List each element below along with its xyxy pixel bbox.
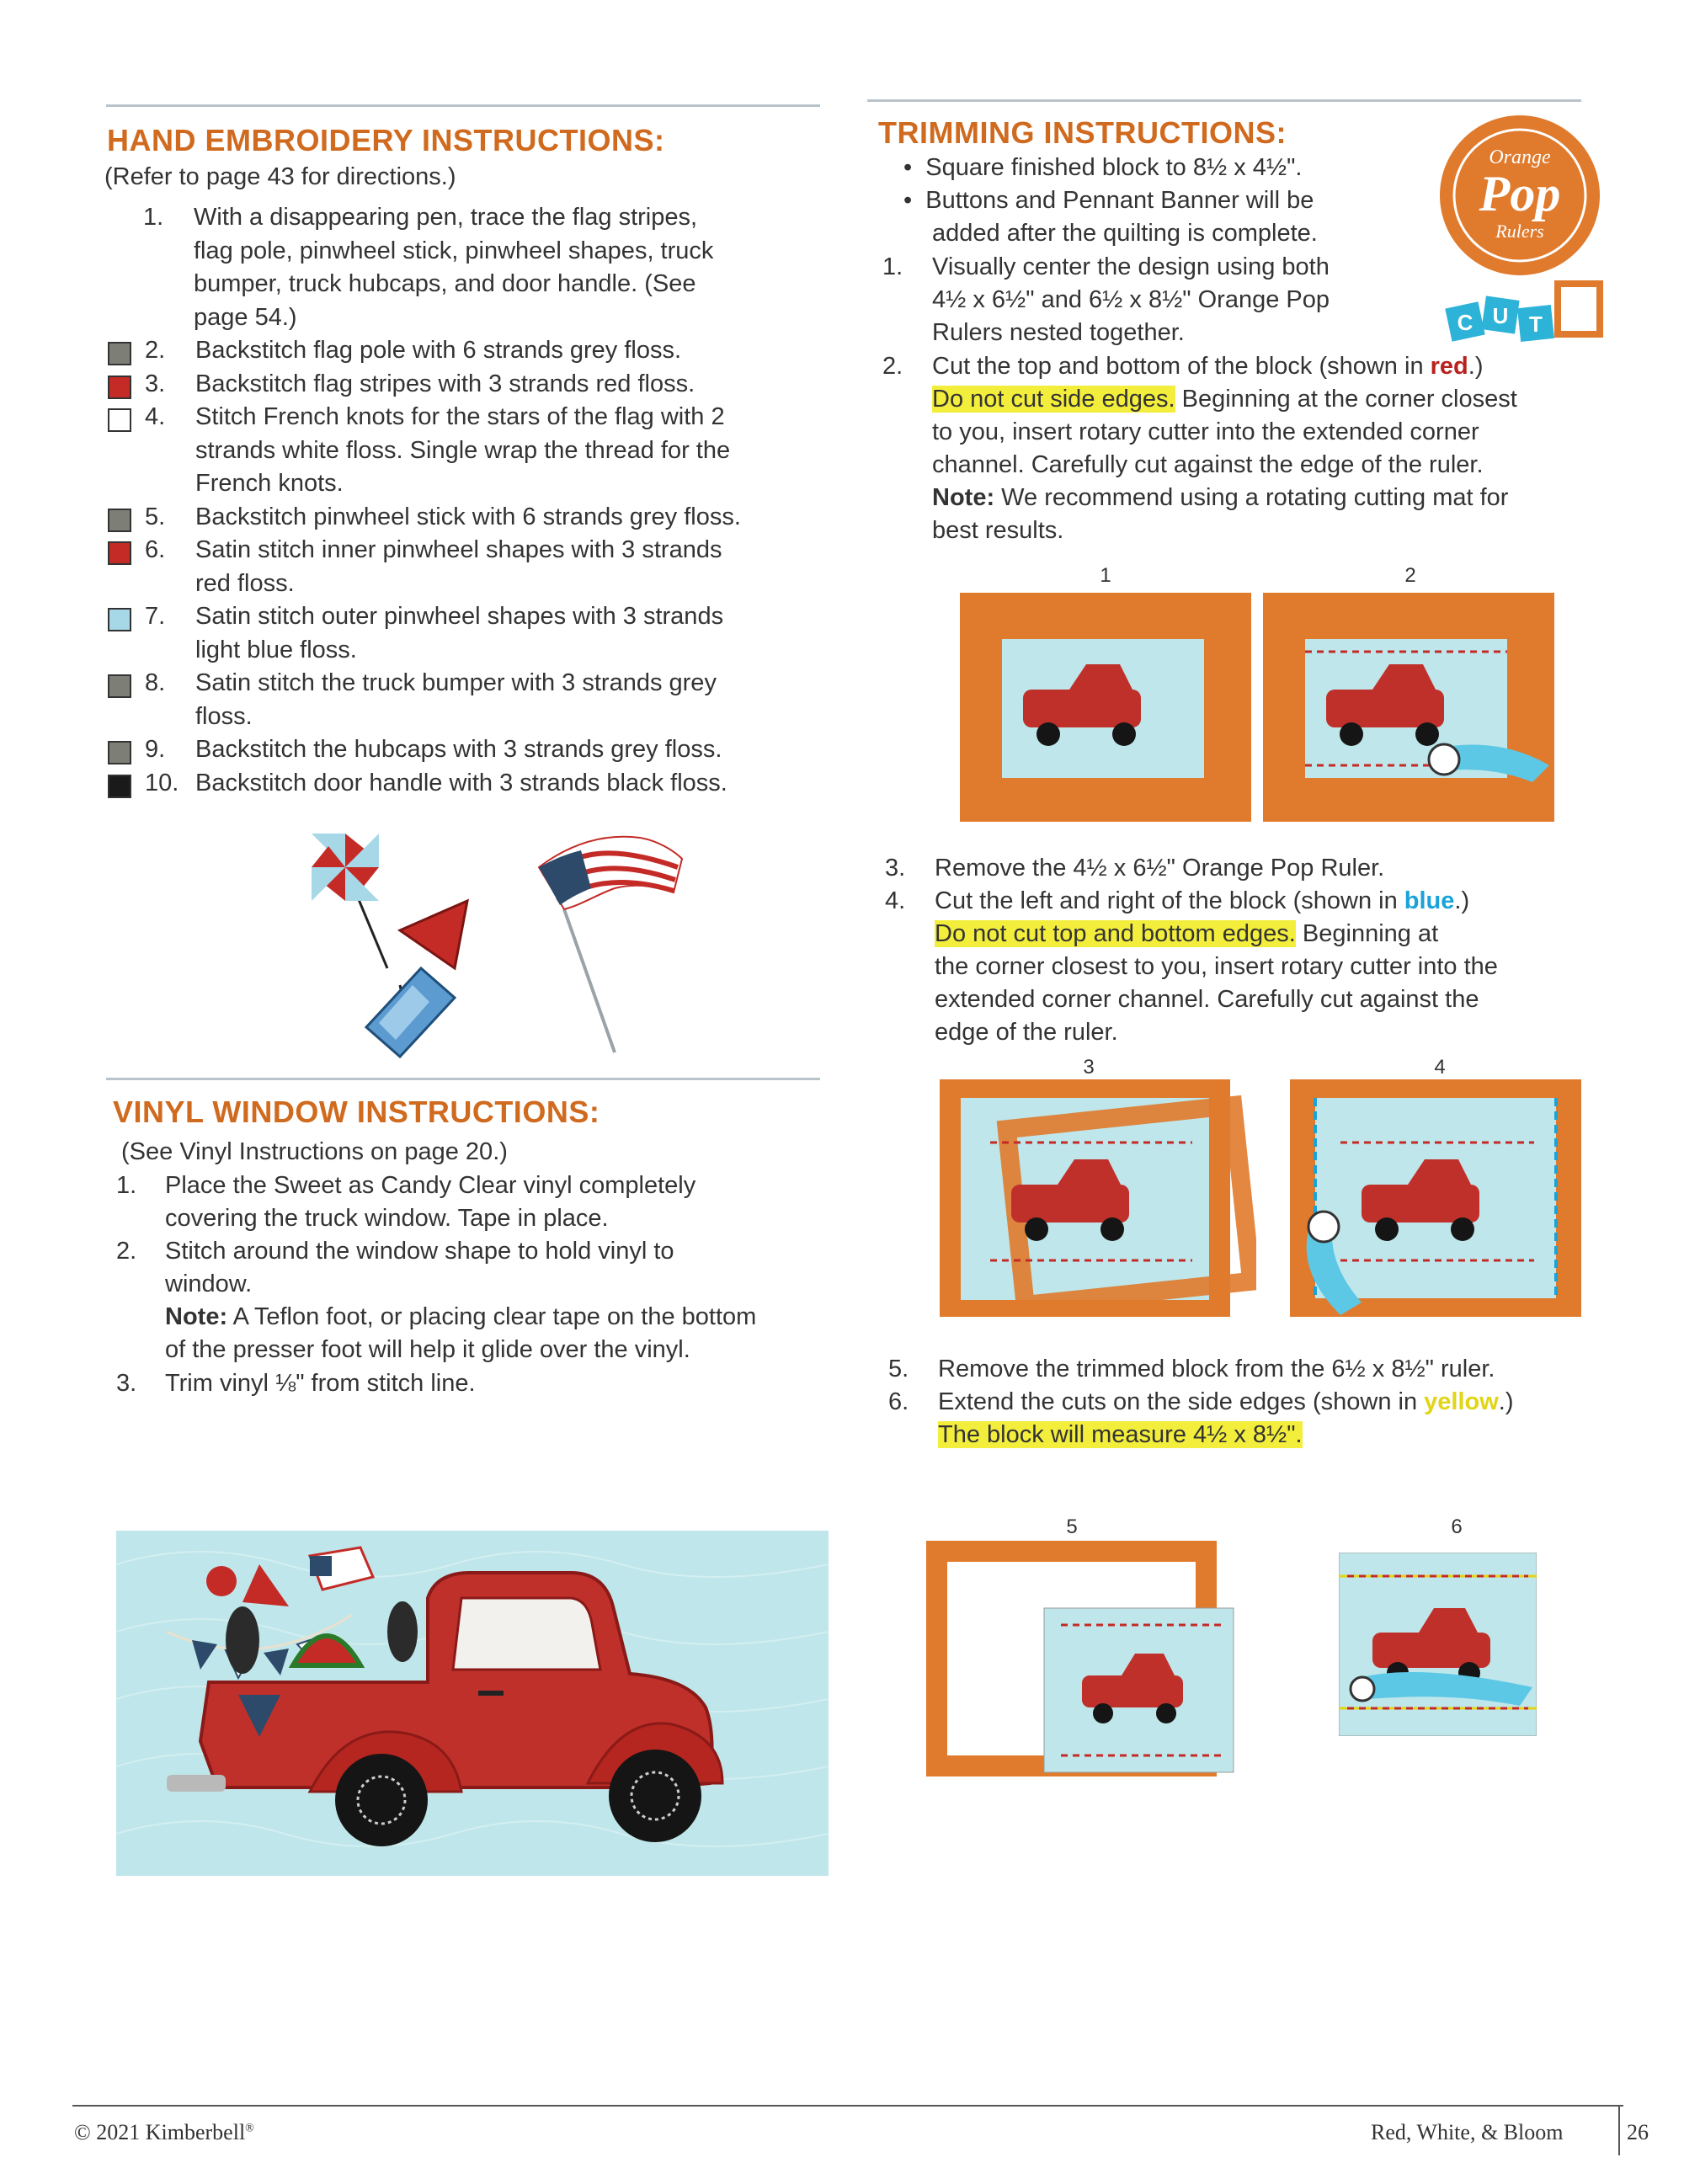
floss-color-swatch	[108, 509, 131, 532]
embroidery-step-line: bumper, truck hubcaps, and door handle. (See	[194, 270, 696, 297]
trim-step-2-line-1	[932, 353, 1484, 381]
trim-diagram-4	[1290, 1079, 1581, 1317]
footer-divider	[1618, 2107, 1620, 2155]
trim-step-2-text-end: .)	[1468, 353, 1484, 380]
embroidery-step-number: 6.	[145, 536, 166, 563]
embroidery-step-number: 1.	[143, 204, 164, 231]
yellow-word: yellow	[1424, 1388, 1499, 1415]
embroidery-step-line: page 54.)	[194, 303, 297, 331]
trim-step-2-text: Cut the top and bottom of the block (shown in	[932, 353, 1431, 380]
highlight-block-measure: The block will measure 4½ x 8½".	[938, 1421, 1303, 1448]
trim-step-4-text-end: .)	[1454, 887, 1470, 914]
red-word: red	[1430, 353, 1468, 380]
orange-pop-logo	[1431, 111, 1608, 355]
floss-color-swatch	[108, 541, 131, 565]
cut-letter-u: U	[1492, 303, 1509, 328]
vinyl-step-3-number: 3.	[116, 1370, 137, 1397]
embroidery-step-line: Backstitch pinwheel stick with 6 strands grey floss.	[195, 503, 741, 530]
diagram-label-4: 4	[1434, 1056, 1446, 1079]
trim-step-2-note-line-2: best results.	[932, 517, 1064, 544]
vinyl-step-1-number: 1.	[116, 1172, 137, 1199]
logo-rulers-text: Rulers	[1495, 221, 1544, 242]
trim-diagram-6	[1339, 1553, 1537, 1736]
vinyl-step-1-line-2: covering the truck window. Tape in place.	[165, 1205, 609, 1232]
vinyl-window-title: VINYL WINDOW INSTRUCTIONS:	[113, 1095, 600, 1129]
trim-step-4-number: 4.	[885, 887, 906, 914]
vinyl-note-text-1: A Teflon foot, or placing clear tape on the bottom	[227, 1303, 757, 1330]
trim-step-1-line-1: Visually center the design using both	[932, 253, 1330, 280]
vinyl-step-2-number: 2.	[116, 1238, 137, 1265]
embroidery-step-line: Backstitch flag pole with 6 strands grey floss.	[195, 337, 682, 364]
trim-step-5-text: Remove the trimmed block from the 6½ x 8½" ruler.	[938, 1356, 1495, 1382]
trim-diagram-5	[926, 1541, 1238, 1776]
trim-step-4-line-2	[935, 920, 1438, 948]
trim-step-3-text: Remove the 4½ x 6½" Orange Pop Ruler.	[935, 855, 1385, 882]
blue-word: blue	[1404, 887, 1455, 914]
section-rule-left-top	[106, 104, 820, 107]
trim-step-2-note	[932, 484, 1508, 512]
cut-letter-c: C	[1457, 310, 1474, 335]
hand-embroidery-ref: (Refer to page 43 for directions.)	[104, 163, 456, 190]
vinyl-step-1-line-1: Place the Sweet as Candy Clear vinyl completely	[165, 1172, 696, 1199]
embroidery-step-number: 2.	[145, 337, 166, 364]
embroidery-step-number: 8.	[145, 669, 166, 696]
trim-step-1-number: 1.	[882, 253, 903, 280]
footer-copyright	[74, 2120, 254, 2145]
vinyl-note-label: Note:	[165, 1303, 228, 1330]
embroidery-step-line: French knots.	[195, 470, 344, 497]
trim-step-2-line-3: to you, insert rotary cutter into the extended corner	[932, 418, 1479, 445]
highlight-do-not-cut-side: Do not cut side edges.	[932, 386, 1175, 413]
diagram-label-1: 1	[1100, 564, 1111, 587]
hand-embroidery-title: HAND EMBROIDERY INSTRUCTIONS:	[107, 123, 665, 157]
embroidery-step-number: 7.	[145, 603, 166, 630]
trim-step-6-number: 6.	[888, 1388, 909, 1415]
trim-step-6-text-end: .)	[1498, 1388, 1514, 1415]
vinyl-step-3-line-1: Trim vinyl ⅛" from stitch line.	[165, 1370, 476, 1397]
trim-note-label: Note:	[932, 484, 995, 511]
bullet-dot: •	[903, 187, 926, 214]
footer-copyright-text: © 2021 Kimberbell	[74, 2120, 246, 2144]
trim-step-1-line-2: 4½ x 6½" and 6½ x 8½" Orange Pop	[932, 286, 1330, 313]
finished-quilt-block-photo	[116, 1531, 829, 1876]
trimming-bullet-2	[903, 187, 1314, 215]
highlight-do-not-cut-top-bottom: Do not cut top and bottom edges.	[935, 920, 1296, 947]
trimming-title: TRIMMING INSTRUCTIONS:	[878, 115, 1287, 150]
floss-color-swatch	[108, 775, 131, 798]
embroidery-step-number: 9.	[145, 736, 166, 763]
trimming-bullet-1-text: Square finished block to 8½ x 4½".	[925, 154, 1303, 181]
embroidery-step-number: 5.	[145, 503, 166, 530]
section-rule-right-top	[867, 99, 1581, 102]
trim-step-4-line-5: edge of the ruler.	[935, 1019, 1118, 1046]
floss-color-swatch	[108, 342, 131, 365]
floss-color-swatch	[108, 608, 131, 631]
trim-note-text: We recommend using a rotating cutting mat for	[994, 484, 1509, 511]
trim-step-5-number: 5.	[888, 1356, 909, 1382]
footer-book-title: Red, White, & Bloom	[1371, 2120, 1564, 2144]
vinyl-note	[165, 1303, 756, 1331]
logo-orange-text: Orange	[1489, 146, 1551, 168]
embroidery-step-line: floss.	[195, 702, 253, 730]
embroidery-step-line: red floss.	[195, 569, 295, 597]
trim-step-2-number: 2.	[882, 353, 903, 380]
floss-color-swatch	[108, 674, 131, 698]
embroidery-step-line: flag pole, pinwheel stick, pinwheel shapes, truck	[194, 237, 714, 264]
trim-step-6-line-1	[938, 1388, 1514, 1416]
vinyl-step-2-line-2: window.	[165, 1270, 253, 1297]
embroidery-step-line: strands white floss. Single wrap the thread for the	[195, 436, 731, 464]
trim-step-4-line-3: the corner closest to you, insert rotary cutter into the	[935, 953, 1498, 980]
vinyl-step-2-line-1: Stitch around the window shape to hold vinyl to	[165, 1238, 674, 1265]
trim-diagram-1	[960, 593, 1251, 822]
trim-step-4-line-4: extended corner channel. Carefully cut against the	[935, 986, 1479, 1013]
floss-color-swatch	[108, 408, 131, 432]
trim-step-4-line-1	[935, 887, 1469, 915]
trim-step-4-line-2-text: Beginning at	[1295, 920, 1439, 947]
embroidery-step-number: 10.	[145, 769, 179, 796]
embroidery-step-number: 3.	[145, 370, 166, 397]
embroidery-step-number: 4.	[145, 403, 166, 430]
trim-step-1-line-3: Rulers nested together.	[932, 319, 1185, 346]
embroidery-step-line: Backstitch the hubcaps with 3 strands grey floss.	[195, 736, 722, 763]
trim-step-2-line-2-text: Beginning at the corner closest	[1175, 386, 1517, 413]
logo-pop-text: Pop	[1479, 166, 1561, 221]
embroidery-step-line: Backstitch door handle with 3 strands black floss.	[195, 769, 727, 796]
embroidery-step-line: Satin stitch outer pinwheel shapes with 3 strands	[195, 603, 724, 630]
embroidery-step-line: Backstitch flag stripes with 3 strands red floss.	[195, 370, 695, 397]
floss-color-swatch	[108, 741, 131, 764]
embroidery-step-line: With a disappearing pen, trace the flag stripes,	[194, 204, 698, 231]
pinwheel-flag-illustration	[286, 817, 699, 1061]
trim-diagram-2	[1263, 593, 1554, 822]
vinyl-note-line-2: of the presser foot will help it glide over the vinyl.	[165, 1336, 690, 1363]
section-rule-vinyl	[106, 1078, 820, 1080]
floss-color-swatch	[108, 376, 131, 399]
trim-step-3-number: 3.	[885, 855, 906, 882]
footer-rule	[72, 2105, 1623, 2107]
diagram-label-3: 3	[1083, 1056, 1095, 1079]
embroidery-step-line: Stitch French knots for the stars of the flag with 2	[195, 403, 725, 430]
embroidery-step-line: light blue floss.	[195, 636, 357, 663]
vinyl-window-ref: (See Vinyl Instructions on page 20.)	[121, 1138, 508, 1165]
trim-step-6-text: Extend the cuts on the side edges (shown in	[938, 1388, 1425, 1415]
footer-page-number: 26	[1627, 2120, 1649, 2144]
trim-diagram-3	[940, 1079, 1256, 1317]
trimming-bullet-2-line-2: added after the quilting is complete.	[932, 220, 1318, 247]
trim-step-2-line-4: channel. Carefully cut against the edge of the ruler.	[932, 451, 1484, 478]
embroidery-step-line: Satin stitch the truck bumper with 3 strands grey	[195, 669, 717, 696]
embroidery-step-line: Satin stitch inner pinwheel shapes with 3 strands	[195, 536, 722, 563]
trim-step-4-text: Cut the left and right of the block (shown in	[935, 887, 1404, 914]
diagram-label-5: 5	[1066, 1515, 1078, 1538]
trimming-bullet-2-text: Buttons and Pennant Banner will be	[925, 187, 1314, 214]
cut-letter-t: T	[1529, 312, 1543, 337]
trimming-bullet-1	[903, 154, 1302, 182]
bullet-dot: •	[903, 154, 926, 181]
trim-step-2-line-2	[932, 386, 1517, 413]
footer-registered-mark: ®	[245, 2122, 254, 2135]
diagram-label-6: 6	[1451, 1515, 1463, 1538]
trim-step-6-line-2	[938, 1421, 1303, 1449]
diagram-label-2: 2	[1404, 564, 1416, 587]
